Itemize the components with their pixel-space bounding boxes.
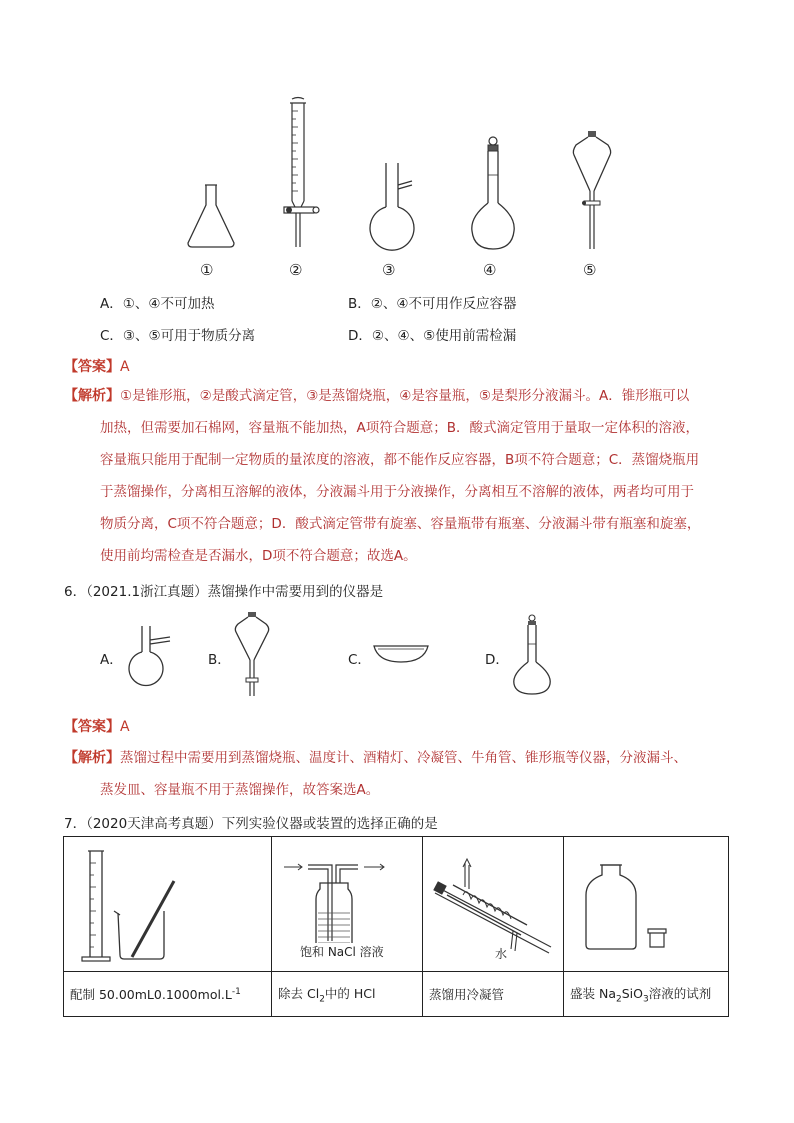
q7-title: 7．（2020天津高考真题）下列实验仪器或装置的选择正确的是 [64,816,438,832]
table-row [64,837,729,972]
answer-value: A [120,359,130,375]
separatory-funnel-icon [234,610,270,700]
answer-value: A [120,719,130,735]
q5-option-a: A．①、④不可加热 [100,296,215,312]
q5-option-b: B．②、④不可用作反应容器 [348,296,517,312]
q5-analysis [64,380,736,572]
q7-caption-2: 除去 $Cl_2$中的 HCl [272,972,423,1017]
figure-label-3: ③ [382,261,396,279]
figure-label-4: ④ [483,261,497,279]
q6-answer [64,716,130,736]
q7-caption-3: 蒸馏用冷凝管 [423,972,564,1017]
table-row [64,972,729,1017]
figure-label-2: ② [289,261,303,279]
q7-caption-4: 盛装 $Na_2SiO_3$溶液的试剂 [564,972,729,1017]
reagent-bottle-with-stopper-icon [564,837,728,971]
q7-figure-cell-4 [564,837,729,972]
analysis-line: 蒸发皿、容量瓶不用于蒸馏操作，故答案选A。 [100,782,380,798]
q5-answer [64,356,130,376]
q6-option-b: B． [208,652,231,668]
distilling-flask-icon [370,161,420,253]
figure-label-1: ① [200,261,214,279]
q7-figure-cell-1 [64,837,272,972]
burette-icon [280,97,326,257]
q7-figure-cell-3 [423,837,564,972]
analysis-line: 于蒸馏操作，分离相互溶解的液体，分液漏斗用于分液操作，分离相互不溶解的液体，两者均可用于 [100,484,694,500]
analysis-tag: 【解析】 [64,388,120,404]
analysis-tag: 【解析】 [64,750,120,766]
q7-options-table [63,836,729,1017]
evaporating-dish-icon [372,642,430,664]
q6-analysis [64,742,736,806]
q6-option-a: A． [100,652,123,668]
q6-option-c: C． [348,652,371,668]
q5-option-d: D．②、④、⑤使用前需检漏 [348,328,517,344]
q6-option-d: D． [485,652,509,668]
analysis-line: 【解析】①是锥形瓶，②是酸式滴定管，③是蒸馏烧瓶，④是容量瓶，⑤是梨形分液漏斗。A．锥形瓶可以 [64,388,690,404]
figure-label-5: ⑤ [583,261,597,279]
answer-tag: 【答案】 [64,359,120,375]
analysis-line: 使用前均需检查是否漏水，D项不符合题意；故选A。 [100,548,417,564]
graduated-cylinder-and-beaker-icon [64,837,271,971]
q6-options-row [100,610,560,700]
volumetric-flask-icon [468,135,518,257]
condenser-icon [423,837,563,971]
q6-title: 6．（2021.1浙江真题）蒸馏操作中需要用到的仪器是 [64,584,384,600]
conical-flask-icon [186,183,236,249]
figure-label: 水 [495,947,508,961]
answer-tag: 【答案】 [64,719,120,735]
q5-figure-row [180,95,620,285]
separatory-funnel-icon [572,129,612,255]
figure-label: 饱和 NaCl 溶液 [300,945,384,959]
volumetric-flask-icon [510,614,554,698]
q5-option-c: C．③、⑤可用于物质分离 [100,328,256,344]
analysis-line: 物质分离，C项不符合题意；D．酸式滴定管带有旋塞、容量瓶带有瓶塞、分液漏斗带有瓶塞和旋塞， [100,516,701,532]
analysis-line: 容量瓶只能用于配制一定物质的量浓度的溶液，都不能作反应容器，B项不符合题意；C．蒸馏烧瓶用 [100,452,700,468]
q7-figure-cell-2 [272,837,423,972]
q7-caption-1: 配制 $50.00mL0.1000mol.L^{-1}$ [64,972,272,1017]
analysis-line: 加热，但需要加石棉网，容量瓶不能加热，A项符合题意；B．酸式滴定管用于量取一定体积的溶液， [100,420,699,436]
distilling-flask-icon [126,624,174,690]
analysis-line: 【解析】蒸馏过程中需要用到蒸馏烧瓶、温度计、酒精灯、冷凝管、牛角管、锥形瓶等仪器，分液漏斗、 [64,750,687,766]
